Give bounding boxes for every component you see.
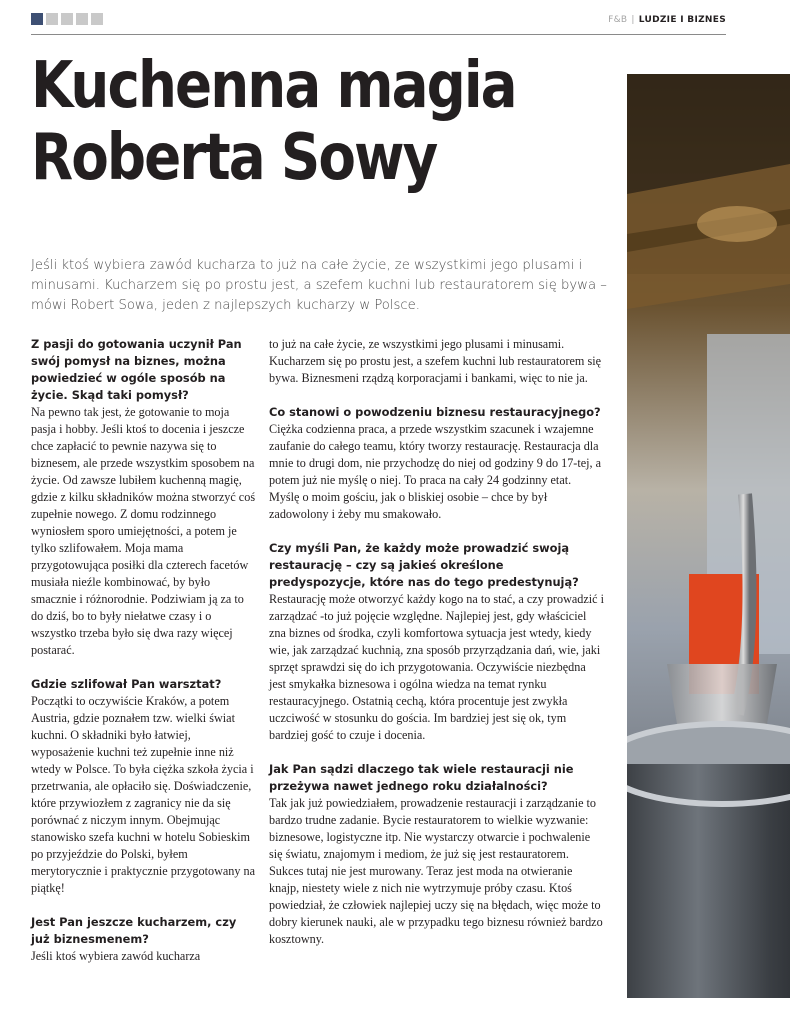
marker-square <box>76 13 88 25</box>
interview-answer: Restaurację może otworzyć każdy kogo na to stać, a czy prowadzić i zarządzać -to już pojęcie względne. Najlepiej jest, gdy właściciel zna biznes od środka, czyli komfortowa sytuacja jest wtedy, kiedy wie, jak zarządzać kuchnią, zna sposób przyrządzania dań, wie, jaki sprzęt sprawdzi się do ich przygotowania. Oczywiście niezbędna jest smykałka biznesowa i ogólna wiedza na temat rynku restauracyjnego. Ostatnią cechą, która procentuje jest zwykła uczciwość w stosunku do gościa. Im bardziej jest się ok, tym bardziej gość to czuje i docenia. <box>269 592 605 742</box>
article-title <box>31 50 516 194</box>
interview-answer: Tak jak już powiedziałem, prowadzenie restauracji i zarządzanie to bardzo trudne zadanie. Bycie restauratorem to wielkie wyzwanie: biznesowe, logistyczne itp. Nie wystarczy otwarcie i pochwalenie się światu, znajomym i mediom, że już się jest restauratorem. Sukces tutaj nie jest murowany. Teraz jest moda na otwieranie knajp, niestety wiele z nich nie wytrzymuje próby czasu. Ktoś powiedział, że człowiek najlepiej uczy się na błędach, więc może to dobry kierunek nauki, ale w przypadku tego biznesu również bardzo kosztowny. <box>269 796 603 946</box>
marker-square <box>91 13 103 25</box>
title-line-1: Kuchenna magia <box>31 49 516 123</box>
interview-question: Jest Pan jeszcze kucharzem, czy już biznesmenem? <box>31 915 237 946</box>
section-separator: | <box>631 15 635 25</box>
page-marker-squares <box>31 13 103 25</box>
section-header <box>608 15 726 25</box>
interview-question: Gdzie szlifował Pan warsztat? <box>31 677 222 691</box>
article-column-left <box>31 336 256 965</box>
marker-square <box>61 13 73 25</box>
interview-answer: Jeśli ktoś wybiera zawód kucharza <box>31 949 201 963</box>
interview-question: Co stanowi o powodzeniu biznesu restauracyjnego? <box>269 405 601 419</box>
article-column-right <box>269 336 604 948</box>
interview-answer: Ciężka codzienna praca, a przede wszystkim szacunek i wzajemne zaufanie do całego teamu, który tworzy restaurację. Restauracja dla mnie to drugi dom, nie przychodzę do niej od godziny 9 do 17-tej, a potem już nie myślę o niej. To praca na cały 24 godzinny etat. Myślę o moim gościu, jak o bliskiej osobie – chce by był zadowolony i żeby mu smakowało. <box>269 422 602 521</box>
article-lead: Jeśli ktoś wybiera zawód kucharza to już na całe życie, ze wszystkimi jego plusami i minusami. Kucharzem się po prostu jest, a szefem kuchni lub restauratorem się bywa – mówi Robert Sowa, jeden z najlepszych kucharzy w Polsce. <box>31 258 607 313</box>
interview-question: Jak Pan sądzi dlaczego tak wiele restauracji nie przeżywa nawet jednego roku działalności? <box>269 762 574 793</box>
header-rule <box>31 34 726 35</box>
section-name: LUDZIE I BIZNES <box>638 15 726 25</box>
title-line-2: Roberta Sowy <box>31 121 437 195</box>
kitchen-photo <box>627 74 790 998</box>
marker-square <box>46 13 58 25</box>
interview-answer-continued: to już na całe życie, ze wszystkimi jego plusami i minusami. Kucharzem się po prostu jest, a szefem kuchni lub restauratorem się bywa. Biznesmeni rządzą korporacjami i bankami, więc to nie ja. <box>269 337 601 385</box>
interview-answer: Na pewno tak jest, że gotowanie to moja pasja i hobby. Jeśli ktoś to docenia i jeszcze chce zapłacić to pewnie nazywa się to biznesem, ale przede wszystkim sposobem na życie. Od zawsze lubiłem kuchenną magię, gdzie z kilku składników można stworzyć coś zupełnie nowego. Z domu rodzinnego wyniosłem sporo umiejętności, a potem je tylko szlifowałem. Moja mama przygotowująca posiłki dla czterech facetów musiała nieźle kombinować, by było smacznie i różnorodnie. Podziwiam ją za to do dziś, bo to były niełatwe czasy i o wszystko trzeba było się dwa razy więcej postarać. <box>31 405 256 657</box>
interview-answer: Początki to oczywiście Kraków, a potem Austria, gdzie poznałem tzw. wielki świat kuchni. O składniki było łatwiej, wyposażenie kuchni też zupełnie inne niż wtedy w Polsce. To była ciężka szkoła życia i przetrwania, ale opłaciło się. Doświadczenie, które przywiozłem z zagranicy nie da się porównać z niczym innym. Obejmując stanowisko szefa kuchni w hotelu Sobieskim po przyjeździe do Polski, byłem merytorycznie i praktycznie przygotowany na piątkę! <box>31 694 256 895</box>
marker-square-active <box>31 13 43 25</box>
interview-question: Z pasji do gotowania uczynił Pan swój pomysł na biznes, można powiedzieć w ogóle sposób na życie. Skąd taki pomysł? <box>31 337 242 402</box>
section-prefix: F&B <box>608 15 628 25</box>
interview-question: Czy myśli Pan, że każdy może prowadzić swoją restaurację – czy są jakieś określone predyspozycje, które nas do tego predestynują? <box>269 541 579 589</box>
